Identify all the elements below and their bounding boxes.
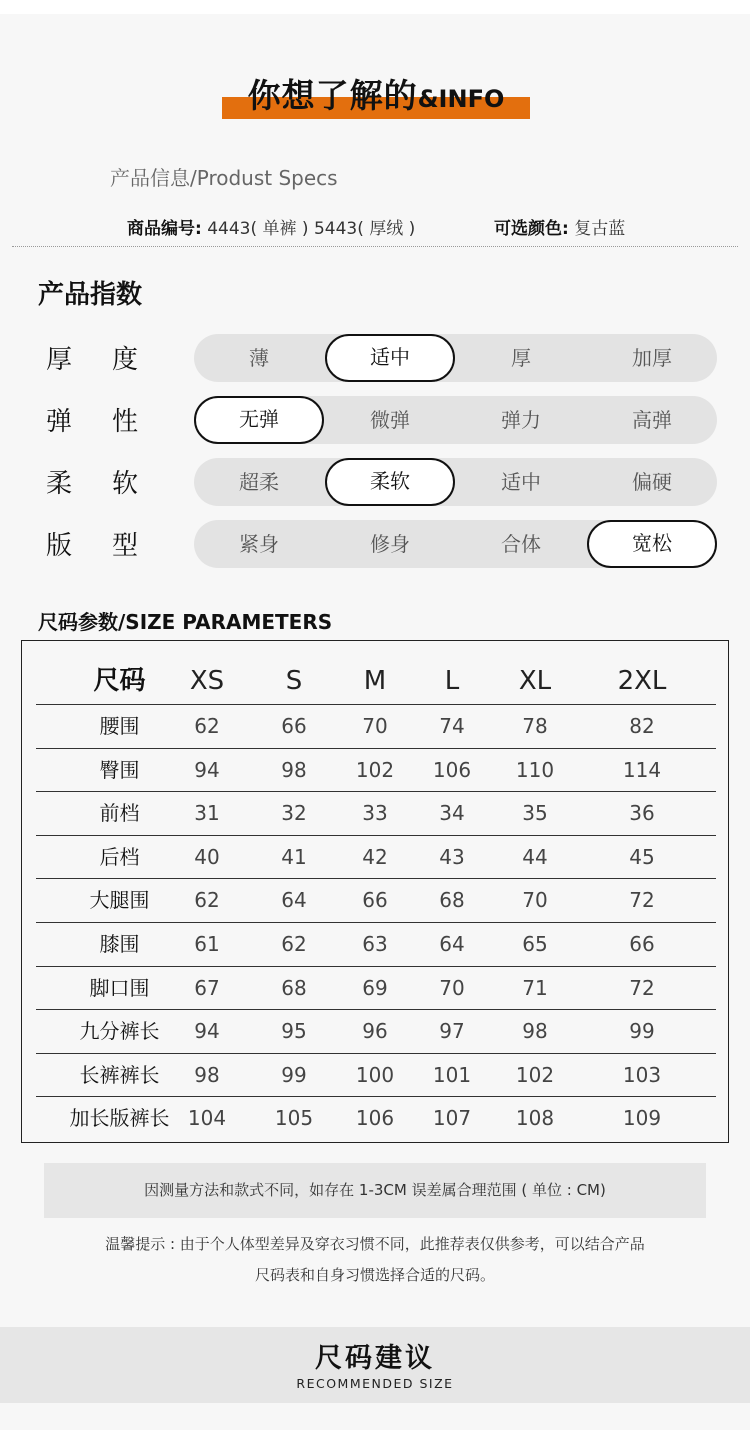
recommend-title: 尺码建议 xyxy=(315,1343,435,1374)
value-cell: 36 xyxy=(629,801,655,826)
value-cell: 103 xyxy=(622,1062,662,1087)
value-cell: 43 xyxy=(439,844,465,869)
value-cell: 94 xyxy=(194,757,220,782)
value-cell: 98 xyxy=(194,1062,220,1087)
value-cell: 109 xyxy=(622,1106,662,1131)
value-cell: 97 xyxy=(439,1019,465,1044)
header-title xyxy=(222,70,530,120)
value-cell: 42 xyxy=(362,844,388,869)
value-cell: 72 xyxy=(629,975,655,1000)
index-label xyxy=(46,463,138,500)
row-label-cell: 脚口围 xyxy=(89,975,150,1000)
index-label-char: 弹 xyxy=(46,407,73,437)
divider xyxy=(12,246,738,247)
table-row xyxy=(22,1010,730,1054)
table-row xyxy=(22,749,730,793)
value-cell: 70 xyxy=(362,714,388,738)
table-row xyxy=(22,923,730,967)
index-option: 超柔 xyxy=(239,470,279,494)
index-option: 偏硬 xyxy=(632,470,672,494)
value-cell: 40 xyxy=(194,844,220,869)
product-color-value: 复古蓝 xyxy=(574,219,626,239)
value-cell: 106 xyxy=(355,1106,395,1131)
index-option: 适中 xyxy=(501,470,541,494)
row-label-cell: 九分裤长 xyxy=(79,1019,160,1044)
value-cell: 69 xyxy=(362,975,388,1000)
product-code-value: 4443( 单裤 ) 5443( 厚绒 ) xyxy=(207,219,416,239)
value-cell: 105 xyxy=(274,1106,314,1131)
value-cell: 32 xyxy=(281,801,307,826)
index-label-char: 性 xyxy=(111,407,138,437)
value-cell: 61 xyxy=(194,932,220,956)
row-label-cell: 加长版裤长 xyxy=(69,1106,170,1131)
index-track xyxy=(194,520,717,568)
value-cell: 102 xyxy=(515,1062,555,1087)
table-row xyxy=(22,879,730,923)
product-code xyxy=(127,214,415,239)
value-cell: 62 xyxy=(194,714,220,738)
product-color xyxy=(494,214,625,239)
index-label-char: 厚 xyxy=(46,345,73,375)
value-cell: 65 xyxy=(522,932,548,956)
index-option: 紧身 xyxy=(239,532,279,556)
row-label-cell: 腰围 xyxy=(99,714,140,738)
index-row xyxy=(0,395,750,445)
value-cell: 63 xyxy=(362,932,388,956)
index-option: 薄 xyxy=(249,346,269,370)
title-en: &INFO xyxy=(417,85,505,113)
row-label-cell: 大腿围 xyxy=(89,888,150,913)
product-info-label: 产品信息/Produst Specs xyxy=(110,166,338,190)
value-cell: 102 xyxy=(355,757,395,782)
value-cell: 108 xyxy=(515,1106,555,1131)
index-label-char: 柔 xyxy=(46,469,73,499)
index-track xyxy=(194,334,717,382)
index-option: 高弹 xyxy=(632,408,672,432)
value-cell: 99 xyxy=(629,1019,655,1044)
index-option: 厚 xyxy=(511,346,531,370)
value-cell: 66 xyxy=(281,714,307,738)
value-cell: 64 xyxy=(439,932,465,956)
value-cell: 107 xyxy=(432,1106,472,1131)
value-cell: 68 xyxy=(281,975,307,1000)
value-cell: 106 xyxy=(432,757,472,782)
index-label xyxy=(46,339,138,376)
row-label-cell: 前档 xyxy=(99,801,140,826)
row-label-cell: 后档 xyxy=(99,844,140,869)
index-option: 加厚 xyxy=(632,346,672,370)
index-track xyxy=(194,396,717,444)
value-cell: 35 xyxy=(522,801,548,826)
value-cell: 72 xyxy=(629,888,655,913)
index-track xyxy=(194,458,717,506)
index-option-selected: 柔软 xyxy=(325,458,455,506)
value-cell: 100 xyxy=(355,1062,395,1087)
title-cn: 你想了解的 xyxy=(247,76,418,115)
table-row xyxy=(22,1054,730,1098)
table-row xyxy=(22,836,730,880)
value-cell: 101 xyxy=(432,1062,472,1087)
value-cell: 34 xyxy=(439,801,465,826)
index-option-selected: 无弹 xyxy=(194,396,324,444)
value-cell: 70 xyxy=(439,975,465,1000)
value-cell: 41 xyxy=(281,844,307,869)
tip-line-2: 尺码表和自身习惯选择合适的尺码。 xyxy=(254,1266,495,1284)
index-label xyxy=(46,525,138,562)
table-row xyxy=(22,792,730,836)
header-cell: 2XL xyxy=(617,666,667,696)
value-cell: 98 xyxy=(281,757,307,782)
table-row xyxy=(22,1097,730,1141)
indices-title: 产品指数 xyxy=(38,280,143,310)
index-label-char: 度 xyxy=(111,345,138,375)
index-option: 合体 xyxy=(501,532,541,556)
product-color-key: 可选颜色: xyxy=(494,219,569,239)
index-option-selected: 宽松 xyxy=(587,520,717,568)
table-row xyxy=(22,705,730,749)
value-cell: 114 xyxy=(622,757,662,782)
index-label-char: 型 xyxy=(111,531,138,561)
measure-note: 因测量方法和款式不同，如存在 1-3CM 误差属合理范围 ( 单位 : CM) xyxy=(44,1163,706,1218)
header-cell: 尺码 xyxy=(93,666,146,696)
index-option: 弹力 xyxy=(501,408,541,432)
header-cell: XL xyxy=(518,666,552,696)
title-text xyxy=(222,70,530,117)
table-row xyxy=(22,967,730,1011)
index-option: 修身 xyxy=(370,532,410,556)
index-label-char: 版 xyxy=(46,531,73,561)
size-table-title: 尺码参数/SIZE PARAMETERS xyxy=(38,610,333,634)
value-cell: 96 xyxy=(362,1019,388,1044)
value-cell: 74 xyxy=(439,714,465,738)
index-label xyxy=(46,401,138,438)
tip-line-1: 温馨提示 : 由于个人体型差异及穿衣习惯不同，此推荐表仅供参考，可以结合产品 xyxy=(105,1235,645,1253)
recommend-subtitle: RECOMMENDED SIZE xyxy=(296,1376,454,1391)
size-table-header xyxy=(22,659,730,703)
value-cell: 94 xyxy=(194,1019,220,1044)
value-cell: 66 xyxy=(629,932,655,956)
value-cell: 31 xyxy=(194,801,220,826)
index-label-char: 软 xyxy=(111,469,138,499)
value-cell: 70 xyxy=(522,888,548,913)
index-row xyxy=(0,457,750,507)
size-table xyxy=(21,640,729,1143)
product-code-key: 商品编号: xyxy=(127,219,202,239)
row-label-cell: 长裤裤长 xyxy=(79,1062,160,1087)
value-cell: 67 xyxy=(194,975,220,1000)
header-cell: XS xyxy=(189,666,225,696)
row-label-cell: 臀围 xyxy=(99,757,140,782)
value-cell: 62 xyxy=(281,932,307,956)
value-cell: 110 xyxy=(515,757,555,782)
index-row xyxy=(0,333,750,383)
value-cell: 68 xyxy=(439,888,465,913)
value-cell: 78 xyxy=(522,714,548,738)
value-cell: 45 xyxy=(629,844,655,869)
value-cell: 82 xyxy=(629,714,655,738)
value-cell: 62 xyxy=(194,888,220,913)
value-cell: 33 xyxy=(362,801,388,826)
header-cell: M xyxy=(363,666,387,696)
index-option-selected: 适中 xyxy=(325,334,455,382)
value-cell: 71 xyxy=(522,975,548,1000)
value-cell: 95 xyxy=(281,1019,307,1044)
value-cell: 64 xyxy=(281,888,307,913)
value-cell: 98 xyxy=(522,1019,548,1044)
value-cell: 99 xyxy=(281,1062,307,1087)
header-cell: S xyxy=(285,666,303,696)
row-label-cell: 膝围 xyxy=(99,932,140,956)
value-cell: 104 xyxy=(187,1106,227,1131)
index-option: 微弹 xyxy=(370,408,410,432)
value-cell: 44 xyxy=(522,844,548,869)
value-cell: 66 xyxy=(362,888,388,913)
header-cell: L xyxy=(444,666,460,696)
index-row xyxy=(0,519,750,569)
